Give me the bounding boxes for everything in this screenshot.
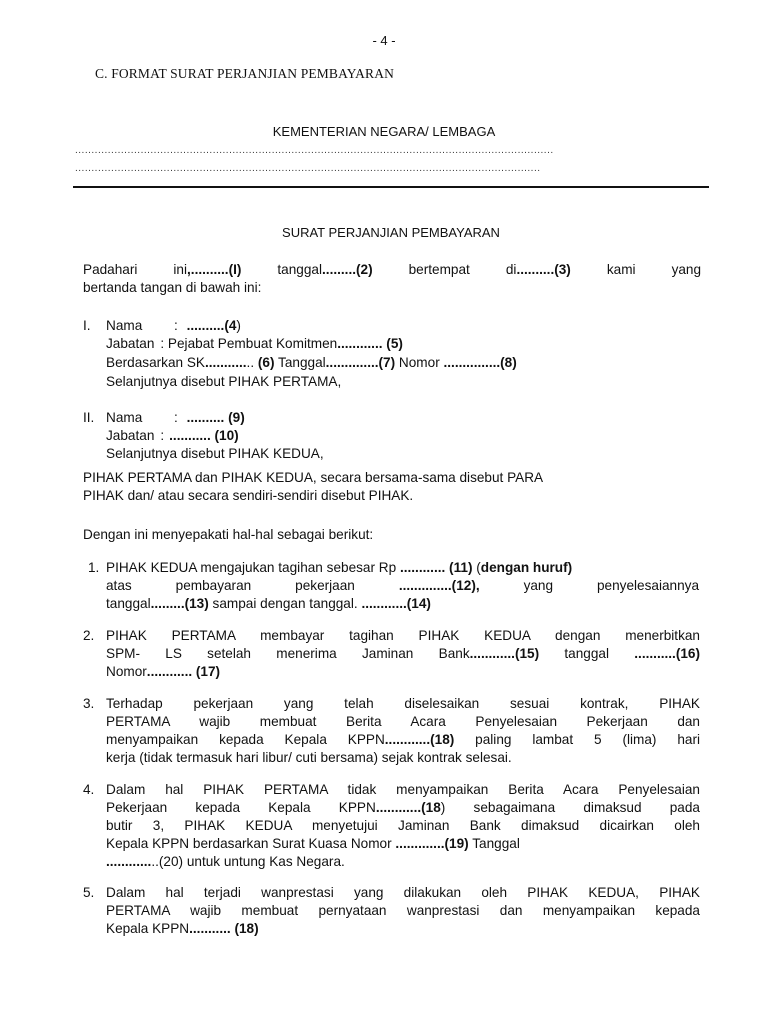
field-18c: ........... (18) (189, 921, 259, 936)
clause-3-line-4: kerja (tidak termasuk hari libur/ cuti bersama) sejak kontrak selesai. (106, 750, 512, 765)
clause-2-line-3 (106, 664, 220, 679)
clause-text: Nomor (106, 664, 147, 679)
clause-text: pekerjaan (295, 578, 355, 593)
field-16: ...........(16) (634, 646, 700, 661)
intro-text: bertempat (372, 262, 470, 277)
party2-referred: Selanjutnya disebut PIHAK KEDUA, (106, 446, 324, 461)
parties-paragraph-line-2: PIHAK dan/ atau secara sendiri-sendiri disebut PIHAK. (83, 488, 414, 503)
field-18: ............(18) (384, 732, 455, 747)
clause-1-line-1 (106, 560, 572, 575)
clause-4-line-4 (106, 836, 520, 851)
clause-1-number: 1. (88, 560, 100, 575)
field-3: ..........(3) (516, 262, 571, 277)
clause-2-line-2 (106, 646, 700, 661)
sk-label: Berdasarkan SK (106, 355, 205, 370)
clause-text: tanggal (106, 596, 151, 611)
clause-1-line-3 (106, 596, 431, 611)
clause-3-line-3 (106, 732, 700, 747)
field-18b: ............(18 (375, 800, 441, 815)
party2-nama-value (174, 410, 245, 425)
field-11-dots: ........... (399, 560, 442, 575)
field-9: .......... (9) (186, 410, 245, 425)
jabatan-label: Jabatan (106, 336, 155, 351)
clause-1-line-2 (106, 578, 699, 593)
clause-3-number: 3. (83, 696, 95, 711)
clause-text: Tanggal (468, 836, 520, 851)
clause-4-line-3: butir 3, PIHAK KEDUA menyetujui Jaminan Bank dimaksud dicairkan oleh (106, 818, 700, 833)
party1-marker: I. (83, 318, 91, 333)
intro-line-2: bertanda tangan di bawah ini: (83, 280, 262, 295)
clause-4-line-2 (106, 800, 700, 815)
field-8: ...............(8) (443, 355, 517, 370)
party1-jabatan (106, 336, 403, 351)
clause-3-line-2: PERTAMA wajib membuat Berita Acara Penyelesaian Pekerjaan dan (106, 714, 700, 729)
clause-text: menyampaikan kepada Kepala KPPN (106, 732, 385, 747)
intro-line-1 (83, 262, 701, 277)
ministry-label: KEMENTERIAN NEGARA/ LEMBAGA (272, 124, 496, 139)
field-10: . (10) (206, 428, 239, 443)
party2-jabatan (106, 428, 239, 443)
clause-text: PIHAK KEDUA mengajukan tagihan sebesar Rp (106, 560, 400, 575)
dengan-huruf: dengan huruf) (480, 560, 573, 575)
field-12: ..............(12), (398, 578, 480, 593)
separator: : (174, 318, 178, 333)
field-19: .............(19) (395, 836, 469, 851)
dotted-line-2: .............................................................................................................................................. (75, 163, 541, 174)
dotted-line-1: .................................................................................................................................................. (75, 145, 554, 156)
clause-text: atas (106, 578, 132, 593)
paren: ( (476, 560, 481, 575)
clause-4-line-5 (106, 854, 345, 869)
clause-text: ) sebagaimana dimaksud pada (440, 800, 700, 815)
field-14: ............(14) (361, 596, 431, 611)
field-5: . (5) (378, 336, 403, 351)
clause-text: pembayaran (175, 578, 252, 593)
field-5-dots: ........... (337, 336, 379, 351)
clause-text: Kepala KPPN berdasarkan Surat Kuasa Nomor (106, 836, 396, 851)
intro-text: tanggal (241, 262, 323, 277)
page-number: - 4 - (372, 33, 396, 48)
field-1: ,..........(I) (187, 262, 242, 277)
sk-dots: .. (246, 355, 255, 370)
party2-nama-label: Nama (106, 410, 143, 425)
header-rule (73, 186, 709, 188)
field-20: ..(20) untuk untung Kas Negara. (151, 854, 345, 869)
party1-nama-label: Nama (106, 318, 143, 333)
clause-5-number: 5. (83, 885, 95, 900)
field-17: ............ (17) (146, 664, 221, 679)
clause-text: sampai dengan tanggal. (208, 596, 362, 611)
separator: : (174, 410, 178, 425)
section-title: C. FORMAT SURAT PERJANJIAN PEMBAYARAN (95, 66, 395, 81)
clause-5-line-2: PERTAMA wajib membuat pernyataan wanprestasi dan menyampaikan kepada (106, 903, 700, 918)
clause-5-line-3 (106, 921, 259, 936)
field-6: (6) (254, 355, 275, 370)
jabatan-value: : Pejabat Pembuat Komitmen (160, 336, 338, 351)
nomor-label: Nomor (395, 355, 444, 370)
clause-text: SPM- LS setelah menerima Jaminan Bank (106, 646, 470, 661)
parties-paragraph-line-1: PIHAK PERTAMA dan PIHAK KEDUA, secara bersama-sama disebut PARA (83, 470, 544, 485)
field-7: ..............(7) (325, 355, 396, 370)
paren: ) (236, 318, 241, 333)
clause-2-number: 2. (83, 628, 95, 643)
clause-text: tanggal (564, 646, 635, 661)
field-13: .........(13) (150, 596, 209, 611)
party1-sk-line (106, 355, 517, 370)
separator: : (160, 428, 165, 443)
clause-5-line-1: Dalam hal terjadi wanprestasi yang dilakukan oleh PIHAK KEDUA, PIHAK (106, 885, 700, 900)
field-15: ............(15) (469, 646, 540, 661)
document-title: SURAT PERJANJIAN PEMBAYARAN (282, 225, 500, 240)
intro-text: Padahari ini (83, 262, 188, 277)
clause-text: yang (523, 578, 554, 593)
clause-text: penyelesaiannya (597, 578, 700, 593)
field-11: . (11) (441, 560, 477, 575)
intro-text: yang (671, 262, 702, 277)
party1-referred: Selanjutnya disebut PIHAK PERTAMA, (106, 374, 342, 389)
jabatan-label: Jabatan (106, 428, 155, 443)
clause-text: Pekerjaan kepada Kepala KPPN (106, 800, 376, 815)
clause-text: Kepala KPPN (106, 921, 190, 936)
party2-marker: II. (83, 410, 95, 425)
field-6-dots: ........... (205, 355, 247, 370)
clause-2-line-1: PIHAK PERTAMA membayar tagihan PIHAK KEDUA dengan menerbitkan (106, 628, 700, 643)
field-2: .........(2) (322, 262, 373, 277)
intro-text: di (505, 262, 517, 277)
party1-nama-value (174, 318, 241, 333)
tanggal-label: Tanggal (274, 355, 326, 370)
clause-4-line-1: Dalam hal PIHAK PERTAMA tidak menyampaikan Berita Acara Penyelesaian (106, 782, 700, 797)
clause-text: paling lambat 5 (lima) hari (454, 732, 700, 747)
agreement-intro: Dengan ini menyepakati hal-hal sebagai berikut: (83, 527, 374, 542)
intro-text: kami (606, 262, 636, 277)
clause-4-number: 4. (83, 782, 95, 797)
clause-3-line-1: Terhadap pekerjaan yang telah diselesaikan sesuai kontrak, PIHAK (106, 696, 700, 711)
field-20-dots: ............ (106, 854, 152, 869)
field-10-dots: .......... (169, 428, 207, 443)
field-4: ..........(4 (186, 318, 237, 333)
